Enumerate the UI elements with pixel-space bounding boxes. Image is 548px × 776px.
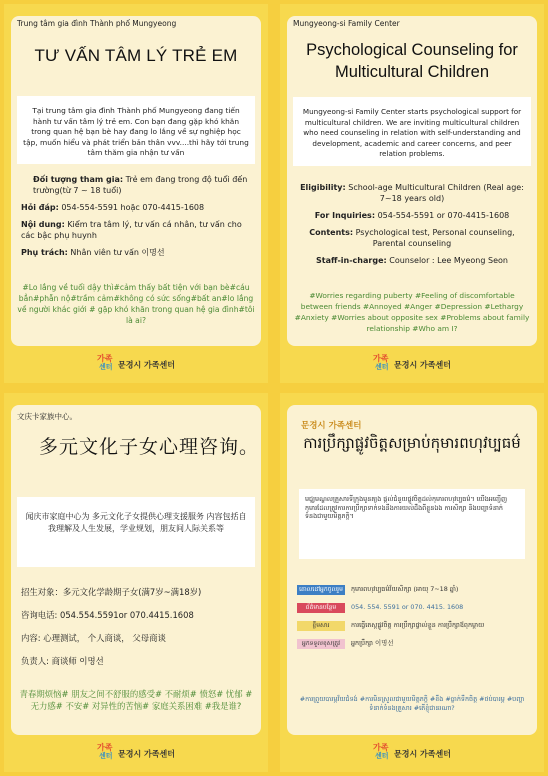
target-label: 招生对象：: [21, 587, 63, 597]
hashtags: 青春期烦恼# 朋友之间不舒服的感受# 不耐烦# 愤怒# 忧郁 #无力感# 不安# 对异性的苦恼# 家庭关系困难 #我是谁?: [19, 689, 253, 711]
intro-text: Mungyeong-si Family Center starts psychological support for multicultural children. We are inviting multicultural children who need counseling in relation with self-understanding and development, academic and career concerns, and peer relation problems.: [293, 97, 531, 166]
info-row: [297, 603, 529, 613]
eligibility-value: School-age Multicultural Children (Real age: 7~18 years old): [348, 183, 524, 203]
inquiry-label: ព័ត៌មានបន្ថែម: [297, 603, 345, 613]
info-row: [297, 585, 529, 595]
inquiry-value: 054-554-5591 hoặc 070-4415-1608: [61, 203, 205, 212]
hashtags: #Lo lắng về tuổi dậy thì#cảm thấy bất tiện với bạn bè#cáu bẳn#phẫn nộ#trầm cảm#không có sức sống#bất an#lo lắng về người khác giới # gặp khó khăn trong quan hệ gia đình#tôi là ai?: [17, 283, 255, 325]
intro-text: Tại trung tâm gia đình Thành phố Mungyeong đang tiến hành tư vấn tâm lý trẻ em. Con bạn đang gặp khó khăn trong quan hệ bạn bè hay đang lo lắng về sự nghiệp học tập, muốn hiểu và phát triển bản thân vvv....thì hãy tới trung tâm thăm gia nhận tư vấn: [17, 96, 255, 164]
info-block: [21, 174, 253, 264]
staff-value: 商谈师 이명선: [51, 656, 104, 666]
content-value: 心理测试， 个人商谈， 父母商谈: [43, 633, 166, 643]
contents-label: Contents:: [309, 228, 354, 237]
logo-text: 문경시 가족센터: [118, 749, 175, 759]
inquiry-value: 054.554.5591or 070.4415.1608: [60, 610, 194, 620]
poster-card: [11, 16, 261, 346]
poster-title: ការប្រឹក្សាផ្លូវចិត្តសម្រាប់កុមារពហុវប្បធម៌: [303, 434, 521, 452]
target-value: Trẻ em đang trong độ tuổi đến trường(từ 7 ~ 18 tuổi): [33, 175, 248, 195]
logo-text: 문경시 가족센터: [394, 749, 451, 759]
family-center-logo-icon: 가족 센터: [373, 354, 389, 371]
inquiry-value: 054-554-5591 or 070-4415-1608: [377, 211, 510, 220]
info-block: [297, 585, 529, 657]
intro-text: មជ្ឈមណ្ឌលគ្រួសារទីក្រុងមូនគ្យង ផ្តល់ជំនួយផ្លូវចិត្តដល់កុមារពហុវប្បធម៌។ យើងអញ្ជើញកុមារដែលត្រូវការការប្រឹក្សាទាក់ទងនឹងការយល់ដឹងពីខ្លួនឯង ការសិក្សា និងបញ្ហាទំនាក់ទំនងជាមួយមិត្តភក្តិ។: [299, 489, 525, 559]
poster-title: 多元文化子女心理咨询。: [39, 437, 260, 458]
staff-label: អ្នកទទួលខុសត្រូវ: [297, 639, 345, 649]
family-center-logo: [280, 354, 544, 380]
content-label: 内容:: [21, 633, 41, 643]
content-value: ការធ្វើតេស្តផ្លូវចិត្ត ការប្រឹក្សាផ្ទាល់ខ្លួន ការប្រឹក្សាឪពុកម្តាយ: [351, 621, 485, 629]
poster-card: [287, 405, 537, 735]
center-name: Trung tâm gia đình Thành phố Mungyeong: [17, 19, 177, 28]
poster-title: TƯ VẤN TÂM LÝ TRẺ EM: [34, 46, 238, 65]
target-label: Đối tượng tham gia:: [33, 175, 124, 184]
logo-text: 문경시 가족센터: [118, 360, 175, 370]
info-row: [297, 639, 529, 649]
poster-vietnamese: [4, 4, 268, 383]
info-block: [293, 182, 531, 272]
logo-text: 문경시 가족센터: [394, 360, 451, 370]
poster-card: [11, 405, 261, 735]
center-name: Mungyeong-si Family Center: [293, 19, 400, 28]
inquiry-value: 054. 554. 5591 or 070. 4415. 1608: [351, 603, 464, 611]
info-block: [21, 587, 253, 673]
staff-value: Nhân viên tư vấn 이명선: [70, 248, 165, 257]
inquiry-label: Hỏi đáp:: [21, 203, 59, 212]
hashtags: #Worries regarding puberty #Feeling of discomfortable between friends #Annoyed #Anger #Depression #Lethargy #Anxiety #Worries about opposite sex #Problems about family relationship #Who am I?: [294, 291, 530, 333]
staff-label: 负责人:: [21, 656, 49, 666]
center-name: 文庆卡家族中心。: [17, 412, 77, 421]
staff-label: Phụ trách:: [21, 248, 68, 257]
poster-title: Psychological Counseling for Multicultural Children: [306, 41, 518, 81]
staff-label: Staff-in-charge:: [316, 256, 387, 265]
poster-chinese: [4, 393, 268, 772]
content-value: Kiểm tra tâm lý, tư vấn cá nhân, tư vấn cho các bậc phụ huynh: [21, 220, 242, 240]
inquiry-label: 咨询电话:: [21, 610, 58, 620]
inquiry-label: For Inquiries:: [314, 211, 376, 220]
content-label: Nội dung:: [21, 220, 65, 229]
family-center-logo-icon: 가족 센터: [97, 743, 113, 760]
target-label: គោលដៅអ្នកចូលរួម: [297, 585, 345, 595]
family-center-logo: [4, 743, 268, 769]
contents-value: Psychological test, Personal counseling, Parental counseling: [355, 228, 515, 248]
family-center-logo-icon: 가족 센터: [373, 743, 389, 760]
intro-text: 闻庆市家庭中心为 多元文化子女提供心理支援服务 内容包括自我理解及人生发展，学业规划，朋友间人际关系等: [17, 497, 255, 567]
center-name: 문경시 가족센터: [301, 421, 362, 431]
content-label: ខ្លឹមសារ: [297, 621, 345, 631]
poster-english: [280, 4, 544, 383]
target-value: កុមារពហុវប្បធម៌វ័យសិក្សា (អាយុ 7~18 ឆ្នាំ): [351, 585, 459, 593]
eligibility-label: Eligibility:: [300, 183, 346, 192]
target-value: 多元文化学龄期子女(满7岁~满18岁): [62, 587, 202, 597]
poster-card: [287, 16, 537, 346]
info-row: [297, 621, 529, 631]
staff-value: Counselor : Lee Myeong Seon: [389, 256, 508, 265]
staff-value: អ្នកប្រឹក្សា 이명선: [351, 639, 394, 647]
family-center-logo: [280, 743, 544, 769]
hashtags: #ការព្រួយបារម្ភវ័យជំទង់ #ការមិនស្រួលជាមួយមិត្តភក្តិ #ខឹង #ធ្លាក់ទឹកចិត្ត #ថប់បារម្ភ #បញ្ហាទំនាក់ទំនងគ្រួសារ #តើខ្ញុំជានរណា?: [299, 695, 525, 712]
family-center-logo: [4, 354, 268, 380]
poster-khmer: [280, 393, 544, 772]
family-center-logo-icon: 가족 센터: [97, 354, 113, 371]
